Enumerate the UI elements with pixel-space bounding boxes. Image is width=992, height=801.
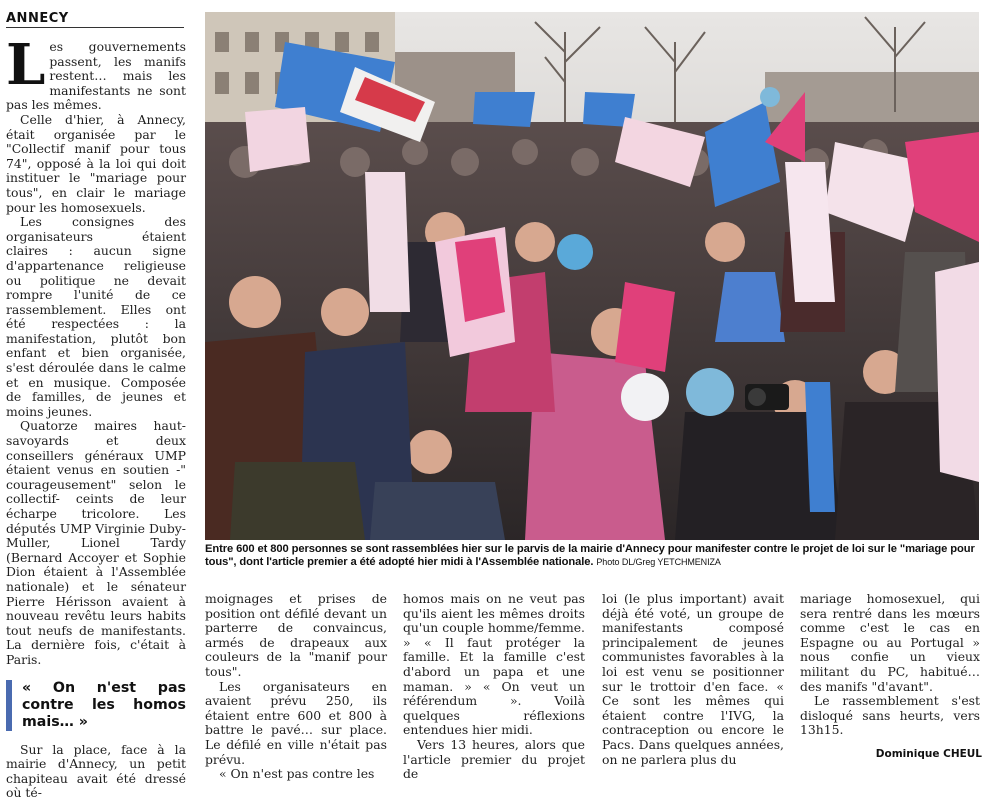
paragraph: Vers 13 heures, alors que l'article premier du projet de — [403, 736, 585, 782]
article-column-3 — [403, 592, 585, 782]
subheading: « On n'est pas contre les homos mais… » — [6, 680, 186, 731]
paragraph: Les organisateurs en avaient prévu 250, ils étaient entre 600 et 800 à battre le pavé… sur place. Le défilé en ville n'était pas prévu. — [205, 678, 387, 767]
crowd-illustration — [205, 12, 979, 540]
drop-cap: L — [6, 32, 46, 98]
paragraph: Quatorze maires haut-savoyards et deux conseillers généraux UMP étaient venus en soutien -" courageusement" selon le collectif- ceints de leur écharpe tricolore. Les députés UMP Virginie Duby-Muller, Lionel Tardy (Bernard Accoyer et Sophie Dion étaient à l'Assemblée nationale) et le sénateur Pierre Hérisson avaient à nouveau revêtu leurs habits tout neufs de manifestants. La dernière fois, c'était à Paris. — [6, 418, 186, 667]
paragraph: « On n'est pas contre les — [219, 766, 375, 782]
article-column-5 — [800, 592, 980, 738]
paragraph: Les consignes des organisateurs étaient claires : aucun signe d'appartenance religieuse ou politique ne devait rompre l'unité de ce rassemblement. Elles ont été respectées : la manifestation, plutôt bon enfant et bien organisée, s'est déroulée dans le calme et en musique. Composée de familles, de jeunes et moins jeunes. — [6, 214, 186, 419]
photo-credit: Photo DL/Greg YETCHMENIZA — [596, 557, 721, 568]
paragraph: homos mais on ne veut pas qu'ils aient les mêmes droits qu'un couple homme/femme. » « Il faut protéger la famille. Et la famille c'est d'abord un papa et une maman. » « On veut un référendum ». Voilà quelques réflexions entendues hier midi. — [403, 591, 585, 738]
article-column-1 — [6, 32, 186, 801]
paragraph: mariage homosexuel, qui sera rentré dans les mœurs comme c'est le cas en Espagne ou au Portugal » nous confie un vieux militant du PC, habitué… des manifs "d'avant". — [800, 591, 980, 694]
paragraph: Le rassemblement s'est disloqué sans heurts, vers 13h15. — [800, 693, 980, 738]
article-column-4 — [602, 592, 784, 767]
photo-caption — [205, 543, 979, 570]
article-column-2 — [205, 592, 387, 782]
author-signature: Dominique CHEUL — [875, 748, 982, 760]
section-header: ANNECY — [6, 11, 184, 28]
demonstration-photo — [205, 12, 979, 540]
paragraph: Sur la place, face à la mairie d'Annecy, un petit chapiteau avait été dressé où té- — [6, 741, 186, 801]
paragraph: Celle d'hier, à Annecy, était organisée par le "Collectif manif pour tous 74", opposé à la loi qui doit instituer le "mariage pour tous", en clair le mariage pour les homosexuels. — [6, 111, 186, 215]
paragraph: moignages et prises de position ont défilé devant un parterre de convaincus, armés de drapeaux aux couleurs de la "manif pour tous". — [205, 591, 387, 679]
paragraph: loi (le plus important) avait déjà été voté, un groupe de manifestants composé principalement de jeunes communistes favorables à la loi est venu se positionner sur le trottoir d'en face. « Ce sont les mêmes qui étaient contre l'IVG, la contraception ou encore le Pacs. Dans quelques années, on ne parlera plus du — [602, 591, 784, 767]
caption-text: Entre 600 et 800 personnes se sont rassemblées hier sur le parvis de la mairie d'Annecy pour manifester contre le projet de loi sur le "mariage pour tous", dont l'article premier a été adopté hier midi à l'Assemblée nationale. — [205, 543, 975, 569]
lead-paragraph: Les gouvernements passent, les manifs restent… mais les manifestants ne sont pas les mêmes. — [6, 32, 186, 113]
